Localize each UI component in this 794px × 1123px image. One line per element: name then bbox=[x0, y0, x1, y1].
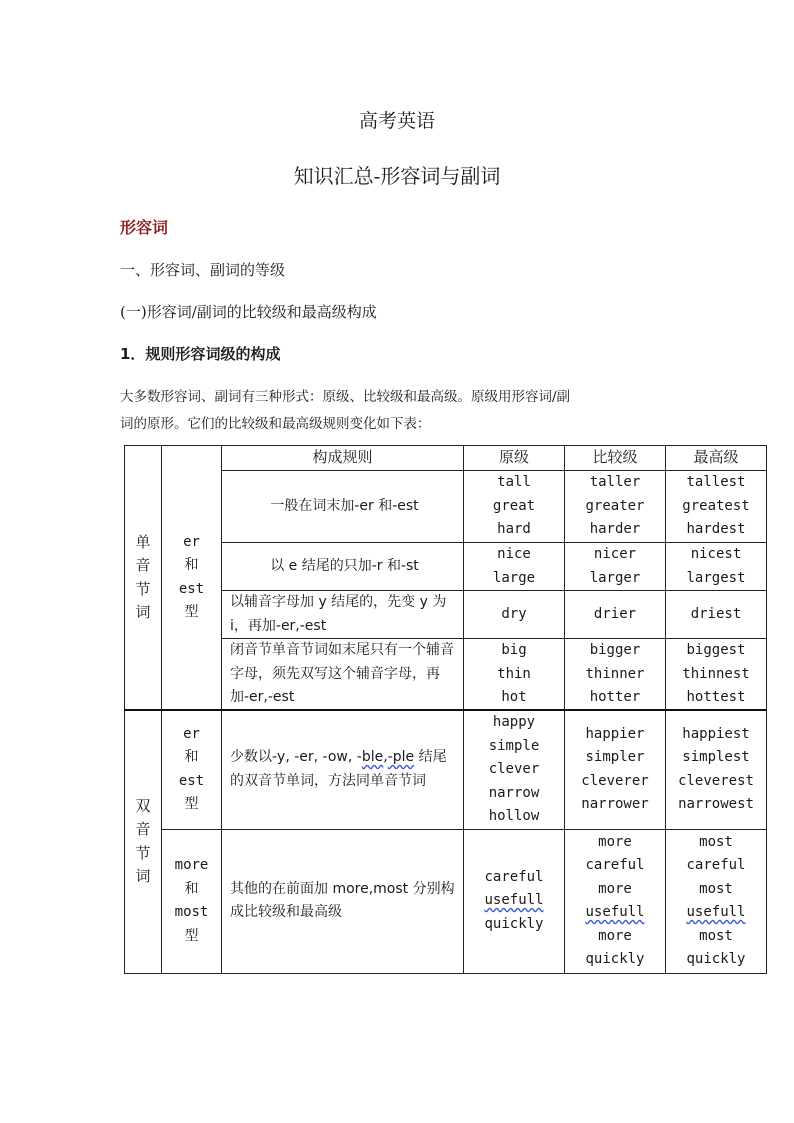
intro-line-2: 词的原形。它们的比较级和最高级规则变化如下表： bbox=[120, 416, 431, 432]
mono-syllable-label: 单 音 节 词 bbox=[125, 446, 162, 711]
rule-cell: 以辅音字母加 y 结尾的，先变 y 为 i，再加-er,-est bbox=[222, 591, 464, 639]
header-superlative: 最高级 bbox=[666, 446, 767, 471]
comparative-cell: drier bbox=[565, 591, 666, 639]
base-cell: big thin hot bbox=[464, 639, 565, 711]
rule-cell: 一般在词末加-er 和-est bbox=[222, 471, 464, 543]
er-est-type-label-2: er 和 est 型 bbox=[162, 710, 222, 829]
comparative-cell: bigger thinner hotter bbox=[565, 639, 666, 711]
superlative-cell: happiest simplest cleverest narrowest bbox=[666, 710, 767, 829]
table-row bbox=[125, 471, 767, 543]
heading-level-2: (一)形容词/副词的比较级和最高级构成 bbox=[120, 303, 377, 321]
comparative-cell: taller greater harder bbox=[565, 471, 666, 543]
more-most-type-label: more 和 most 型 bbox=[162, 829, 222, 973]
rule-cell: 以 e 结尾的只加-r 和-st bbox=[222, 543, 464, 591]
comparative-cell: more careful more usefull more quickly bbox=[565, 829, 666, 973]
er-est-type-label: er 和 est 型 bbox=[162, 446, 222, 711]
header-rule: 构成规则 bbox=[222, 446, 464, 471]
doc-title: 高考英语 bbox=[358, 110, 435, 132]
superlative-cell: biggest thinnest hottest bbox=[666, 639, 767, 711]
superlative-cell: nicest largest bbox=[666, 543, 767, 591]
heading-level-3: 1．规则形容词级的构成 bbox=[120, 345, 281, 363]
header-base: 原级 bbox=[464, 446, 565, 471]
base-cell: nice large bbox=[464, 543, 565, 591]
table-header-row bbox=[125, 446, 767, 471]
comparison-table bbox=[124, 445, 767, 974]
comparative-cell: nicer larger bbox=[565, 543, 666, 591]
base-cell: careful usefull quickly bbox=[464, 829, 565, 973]
table-row bbox=[125, 543, 767, 591]
table-row bbox=[125, 710, 767, 829]
table-row bbox=[125, 591, 767, 639]
rule-cell: 少数以-y, -er, -ow, -ble,-ple 结尾的双音节单词，方法同单音节词 bbox=[222, 710, 464, 829]
rule-cell: 闭音节单音节词如末尾只有一个辅音字母，须先双写这个辅音字母，再加-er,-est bbox=[222, 639, 464, 711]
base-cell: dry bbox=[464, 591, 565, 639]
superlative-cell: most careful most usefull most quickly bbox=[666, 829, 767, 973]
di-syllable-label: 双 音 节 词 bbox=[125, 710, 162, 973]
table-row bbox=[125, 829, 767, 973]
intro-paragraph bbox=[120, 384, 690, 438]
intro-line-1: 大多数形容词、副词有三种形式：原级、比较级和最高级。原级用形容词/副 bbox=[120, 389, 571, 405]
superlative-cell: tallest greatest hardest bbox=[666, 471, 767, 543]
doc-subtitle: 知识汇总-形容词与副词 bbox=[293, 164, 501, 188]
header-comparative: 比较级 bbox=[565, 446, 666, 471]
superlative-cell: driest bbox=[666, 591, 767, 639]
table-row bbox=[125, 639, 767, 711]
section-heading: 形容词 bbox=[120, 218, 169, 237]
base-cell: happy simple clever narrow hollow bbox=[464, 710, 565, 829]
comparative-cell: happier simpler cleverer narrower bbox=[565, 710, 666, 829]
heading-level-1: 一、形容词、副词的等级 bbox=[120, 261, 286, 279]
rule-cell: 其他的在前面加 more,most 分别构成比较级和最高级 bbox=[222, 829, 464, 973]
base-cell: tall great hard bbox=[464, 471, 565, 543]
